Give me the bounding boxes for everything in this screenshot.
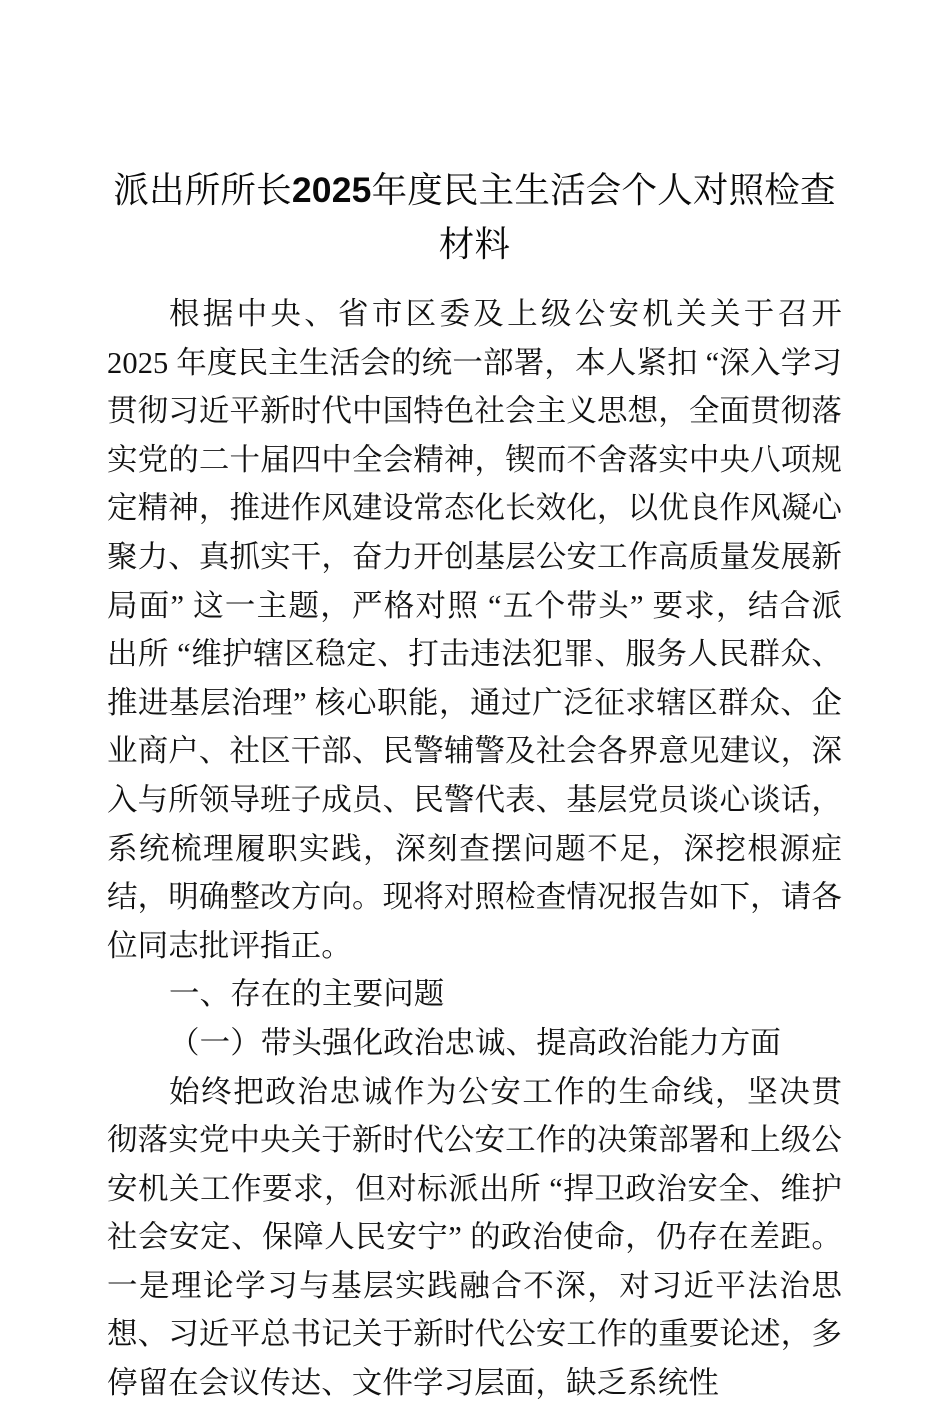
document-body xyxy=(107,290,842,1408)
document-content xyxy=(107,0,842,1408)
section-heading-1: 一、存在的主要问题 xyxy=(169,977,445,1012)
page-title: 派出所所长2025年度民主生活会个人对照检查材料 xyxy=(113,170,836,264)
subsection-heading-1-1: （一）带头强化政治忠诚、提高政治能力方面 xyxy=(169,1025,781,1060)
subsection-1-1-body: 始终把政治忠诚作为公安工作的生命线，坚决贯彻落实党中央关于新时代公安工作的决策部署和上级公安机关工作要求，但对标派出所 “捍卫政治安全、维护社会安定、保障人民安宁” 的政治使命，仍存在差距。一是理论学习与基层实践融合不深，对习近平法治思想、习近平总书记关于新时代公安工作的重要论述，多停留在会议传达、文件学习层面，缺乏系统性 xyxy=(107,1074,842,1401)
opening-paragraph: 根据中央、省市区委及上级公安机关关于召开 2025 年度民主生活会的统一部署，本人紧扣 “深入学习贯彻习近平新时代中国特色社会主义思想，全面贯彻落实党的二十届四中全会精神，锲而不舍落实中央八项规定精神，推进作风建设常态化长效化，以优良作风凝心聚力、真抓实干，奋力开创基层公安工作高质量发展新局面” 这一主题，严格对照 “五个带头” 要求，结合派出所 “维护辖区稳定、打击违法犯罪、服务人民群众、推进基层治理” 核心职能，通过广泛征求辖区群众、企业商户、社区干部、民警辅警及社会各界意见建议，深入与所领导班子成员、民警代表、基层党员谈心谈话，系统梳理履职实践，深刻查摆问题不足，深挖根源症结，明确整改方向。现将对照检查情况报告如下，请各位同志批评指正。 xyxy=(107,297,842,963)
